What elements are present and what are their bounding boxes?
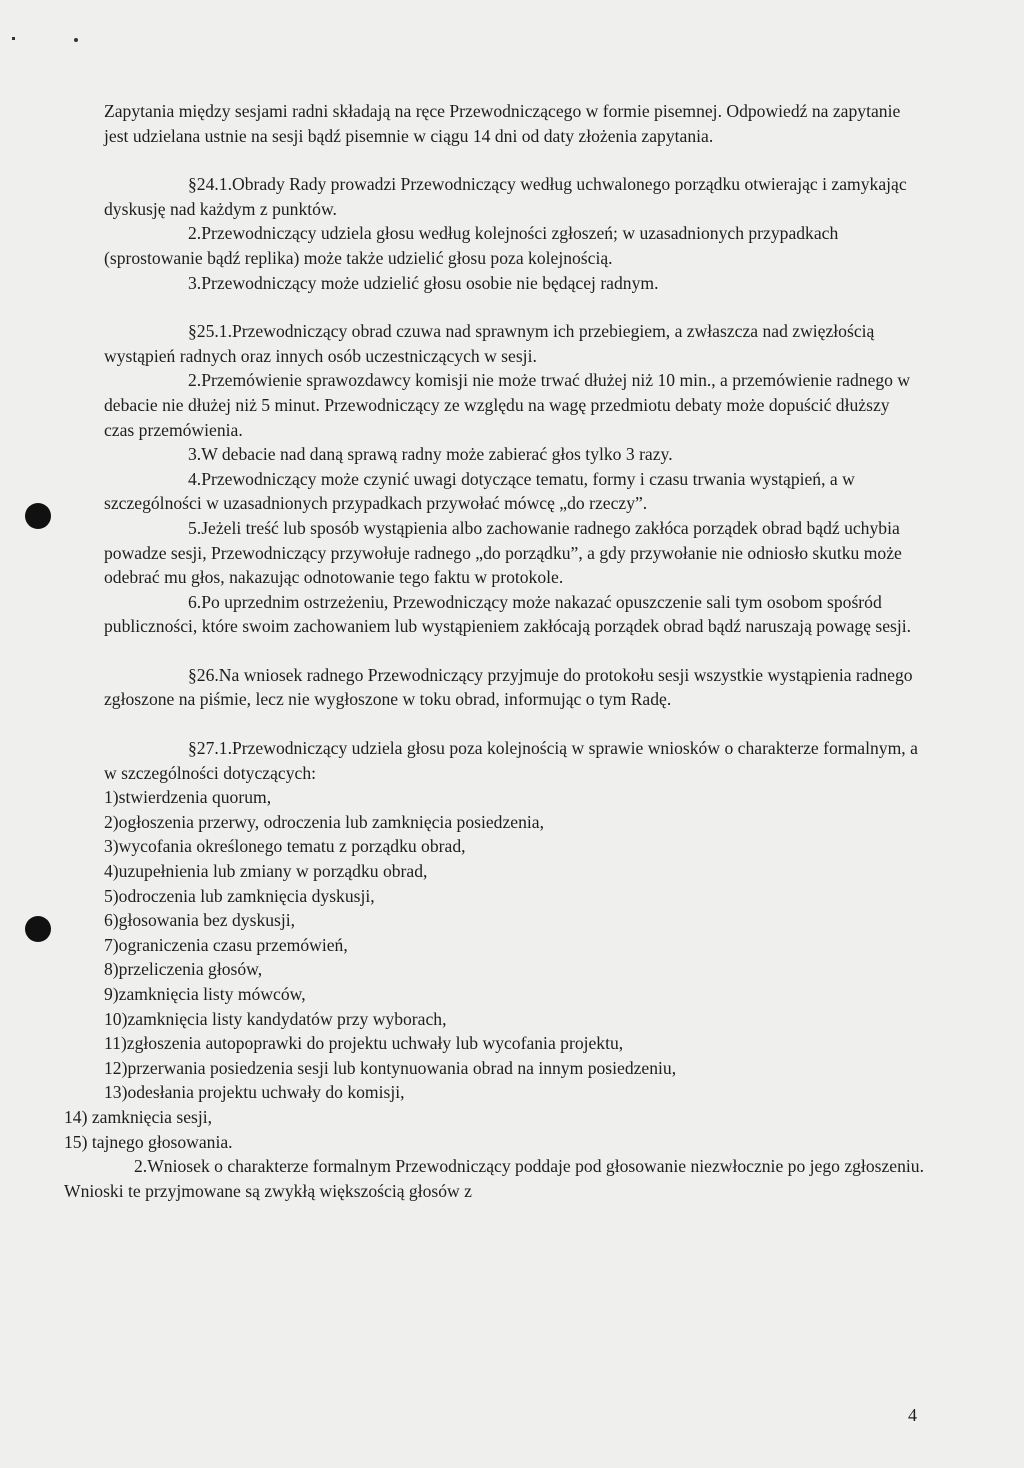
- list-item: 13)odesłania projektu uchwały do komisji,: [104, 1082, 405, 1103]
- paragraph-s27-2: 2.Wniosek o charakterze formalnym Przewodniczący poddaje pod głosowanie niezwłocznie po jego zgłoszeniu. Wnioski te przyjmowane są zwykłą większością głosów z: [64, 1156, 924, 1201]
- list-item: 2)ogłoszenia przerwy, odroczenia lub zamknięcia posiedzenia,: [104, 811, 544, 832]
- list-item: 1)stwierdzenia quorum,: [104, 787, 272, 808]
- list-item: 9)zamknięcia listy mówców,: [104, 984, 306, 1004]
- paragraph-intro: Zapytania między sesjami radni składają na ręce Przewodniczącego w formie pisemnej. Odpowiedź na zapytanie jest udzielana ustnie na sesji bądź pisemnie w ciągu 14 dni od daty złożenia zapytania.: [104, 101, 901, 146]
- punch-hole-top: [25, 503, 51, 529]
- document-body: [64, 99, 924, 1203]
- list-item: 4)uzupełnienia lub zmiany w porządku obrad,: [104, 861, 428, 882]
- list-item: 8)przeliczenia głosów,: [104, 959, 263, 980]
- list-item: 5)odroczenia lub zamknięcia dyskusji,: [104, 885, 375, 906]
- list-item: 6)głosowania bez dyskusji,: [104, 910, 296, 931]
- page-number: 4: [908, 1405, 917, 1425]
- list-item: 7)ograniczenia czasu przemówień,: [104, 934, 348, 955]
- paragraph-s24-2: 2.Przewodniczący udziela głosu według kolejności zgłoszeń; w uzasadnionych przypadkach (sprostowanie bądź replika) może także udzielić głosu poza kolejnością.: [104, 223, 839, 268]
- paragraph-s25-1: §25.1.Przewodniczący obrad czuwa nad sprawnym ich przebiegiem, a zwłaszcza nad zwięzłością wystąpień radnych oraz innych osób uczestniczących w sesji.: [104, 321, 875, 366]
- list-item: 15) tajnego głosowania.: [64, 1131, 233, 1152]
- paragraph-s26: §26.Na wniosek radnego Przewodniczący przyjmuje do protokołu sesji wszystkie wystąpienia radnego zgłoszone na piśmie, lecz nie wygłoszone w toku obrad, informując o tym Radę.: [104, 664, 913, 710]
- paragraph-s25-6: 6.Po uprzednim ostrzeżeniu, Przewodniczący może nakazać opuszczenie sali tym osobom spośród publiczności, które swoim zachowaniem lub wystąpieniem zakłócają porządek obrad bądź naruszają powagę sesji.: [104, 591, 912, 637]
- paragraph-s24-3: 3.Przewodniczący może udzielić głosu osobie nie będącej radnym.: [188, 272, 659, 293]
- paragraph-s25-2: 2.Przemówienie sprawozdawcy komisji nie może trwać dłużej niż 10 min., a przemówienie radnego w debacie nie dłużej niż 5 minut. Przewodniczący ze względu na wagę przedmiotu debaty może dopuścić dłuższy czas przemówienia.: [104, 370, 911, 440]
- paragraph-s24-1: §24.1.Obrady Rady prowadzi Przewodniczący według uchwalonego porządku otwierając i zamykając dyskusję nad każdym z punktów.: [104, 174, 907, 219]
- list-item: 3)wycofania określonego tematu z porządku obrad,: [104, 836, 466, 857]
- paragraph-s25-5: 5.Jeżeli treść lub sposób wystąpienia albo zachowanie radnego zakłóca porządek obrad bądź uchybia powadze sesji, Przewodniczący przywołuje radnego „do porządku”, a gdy przywołanie nie odniosło skutku może odebrać mu głos, nakazując odnotowanie tego faktu w protokole.: [104, 517, 902, 588]
- paragraph-s25-4: 4.Przewodniczący może czynić uwagi dotyczące tematu, formy i czasu trwania wystąpień, a w szczególności w uzasadnionych przypadkach przywołać mówcę „do rzeczy”.: [104, 468, 855, 514]
- list-item: 12)przerwania posiedzenia sesji lub kontynuowania obrad na innym posiedzeniu,: [104, 1057, 677, 1078]
- scan-speck: [12, 37, 15, 40]
- list-item: 14) zamknięcia sesji,: [64, 1106, 213, 1127]
- paragraph-s25-3: 3.W debacie nad daną sprawą radny może zabierać głos tylko 3 razy.: [188, 444, 673, 465]
- paragraph-s27-1: §27.1.Przewodniczący udziela głosu poza kolejnością w sprawie wniosków o charakterze formalnym, a w szczególności dotyczących:: [104, 738, 918, 783]
- punch-hole-bottom: [25, 916, 51, 942]
- list-item: 11)zgłoszenia autopoprawki do projektu uchwały lub wycofania projektu,: [104, 1033, 624, 1054]
- list-item: 10)zamknięcia listy kandydatów przy wyborach,: [104, 1008, 447, 1029]
- scan-speck: [74, 38, 78, 42]
